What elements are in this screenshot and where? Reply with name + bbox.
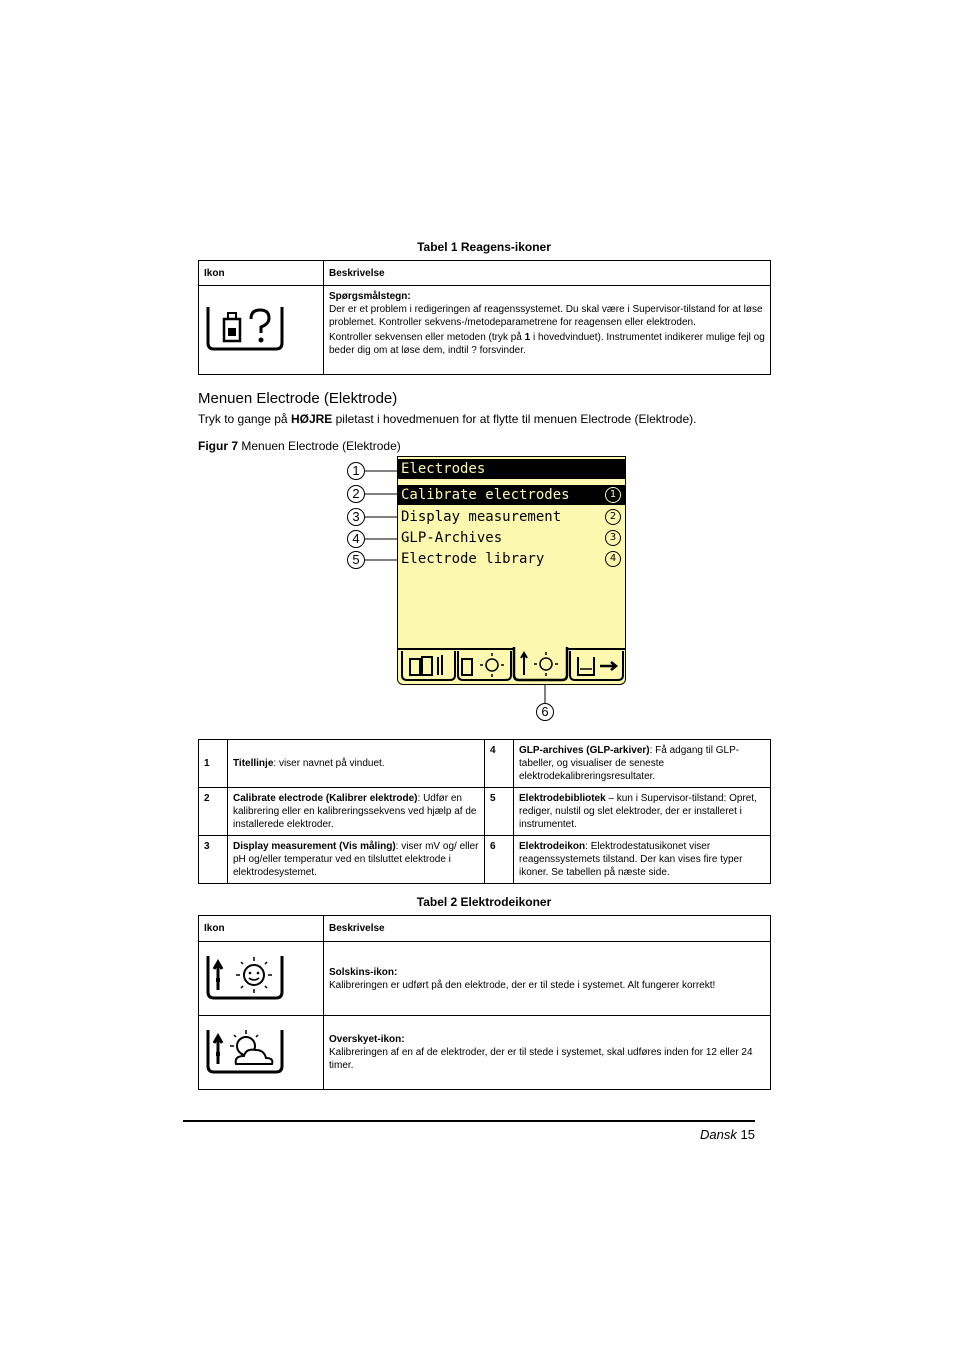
callout-lines [340,456,560,726]
menu-item-glp[interactable]: GLP-Archives 3 [398,528,625,548]
table1-row-p1: Der er et problem i redigeringen af reagenssystemet. Du skal være i Supervisor-tilstand for at løse problemet. Kontroller sekvens-/metodeparametrene for reagensen eller elektroden. [329,304,763,328]
table1-row-label: Spørgsmålstegn: [329,291,411,302]
table2-caption: Tabel 2 Elektrodeikoner [416,895,552,909]
callout-table [198,739,771,884]
table2-col-desc: Beskrivelse [324,916,771,942]
table2-row2-label: Overskyet-ikon: [329,1034,405,1045]
table2-row1-text: Kalibreringen er udført på den elektrode, der er til stede i systemet. Alt fungerer korrekt! [329,979,716,991]
figure-caption: Figur 7 Menuen Electrode (Elektrode) [198,439,401,453]
page-footer: Dansk 15 [700,1127,755,1142]
table1 [198,260,771,375]
table1-desc-cell [324,286,771,375]
callout-3: 3 [347,508,365,526]
callout-2: 2 [347,485,365,503]
menu-item-display[interactable]: Display measurement 2 [398,507,625,527]
menu-num-1: 1 [605,487,621,503]
table2-col-icon: Ikon [199,916,324,942]
tab-beaker-arrow-icon [570,651,623,680]
callout-6: 6 [536,703,554,721]
table1-col-desc: Beskrivelse [324,261,771,286]
table2-row1-label: Solskins-ikon: [329,966,398,978]
callout-5: 5 [347,551,365,569]
table-row [199,942,771,1016]
menu-item-library[interactable]: Electrode library 4 [398,549,625,569]
cloudy-icon [204,1026,286,1076]
table2-row2-text: Kalibreringen af en af de elektroder, der er til stede i systemet, skal udføres inden for 12 eller 24 timer. [329,1047,753,1071]
section-body: Tryk to gange på HØJRE piletast i hovedmenuen for at flytte til menuen Electrode (Elektrode). [198,412,697,426]
table1-row-p2: Kontroller sekvensen eller metoden (tryk på 1 i hovedvinduet). Instrumentet indikerer mulige fejl og beder dig om at løse dem, indtil ? forsvinder. [329,332,765,356]
menu-num-2: 2 [605,509,621,525]
menu-num-3: 3 [605,530,621,546]
table-row: 3 Display measurement (Vis måling): viser mV og/ eller pH og/eller temperatur ved en tilsluttet elektrode i elektrodesystemet. 6 Elektrodeikon: Elektrodestatusikonet viser reagenssystemets tilstand. Der kan vises fire typer ikoner. Se tabellen på næste side. [199,836,771,884]
table1-caption: Tabel 1 Reagens-ikoner [417,240,551,254]
table-row: 2 Calibrate electrode (Kalibrer elektrode): Udfør en kalibrering eller en kalibreringssekvens ved hjælp af de installerede elektroder. 5 Elektrodebibliotek – kun i Supervisor-tilstand: Opret, rediger, nulstil og slet elektroder, der er installeret i instrumentet. [199,788,771,836]
reagent-question-icon [204,303,286,353]
table1-col-icon: Ikon [199,261,324,286]
table-row: 1 Titellinje: viser navnet på vinduet. 4 GLP-archives (GLP-arkiver): Få adgang til GLP-tabeller, og visualiser de seneste elektrodekalibreringsresultater. [199,740,771,788]
callout-4: 4 [347,530,365,548]
sunshine-icon [204,952,286,1002]
menu-num-4: 4 [605,551,621,567]
section-title: Menuen Electrode (Elektrode) [198,390,398,407]
lcd-title-bar: Electrodes [398,459,625,479]
callout-1: 1 [347,462,365,480]
table-row [199,1016,771,1090]
menu-item-calibrate[interactable]: Calibrate electrodes 1 [398,485,625,505]
table2 [198,915,771,1090]
table1-icon-cell [199,286,324,375]
footer-rule [183,1120,755,1122]
